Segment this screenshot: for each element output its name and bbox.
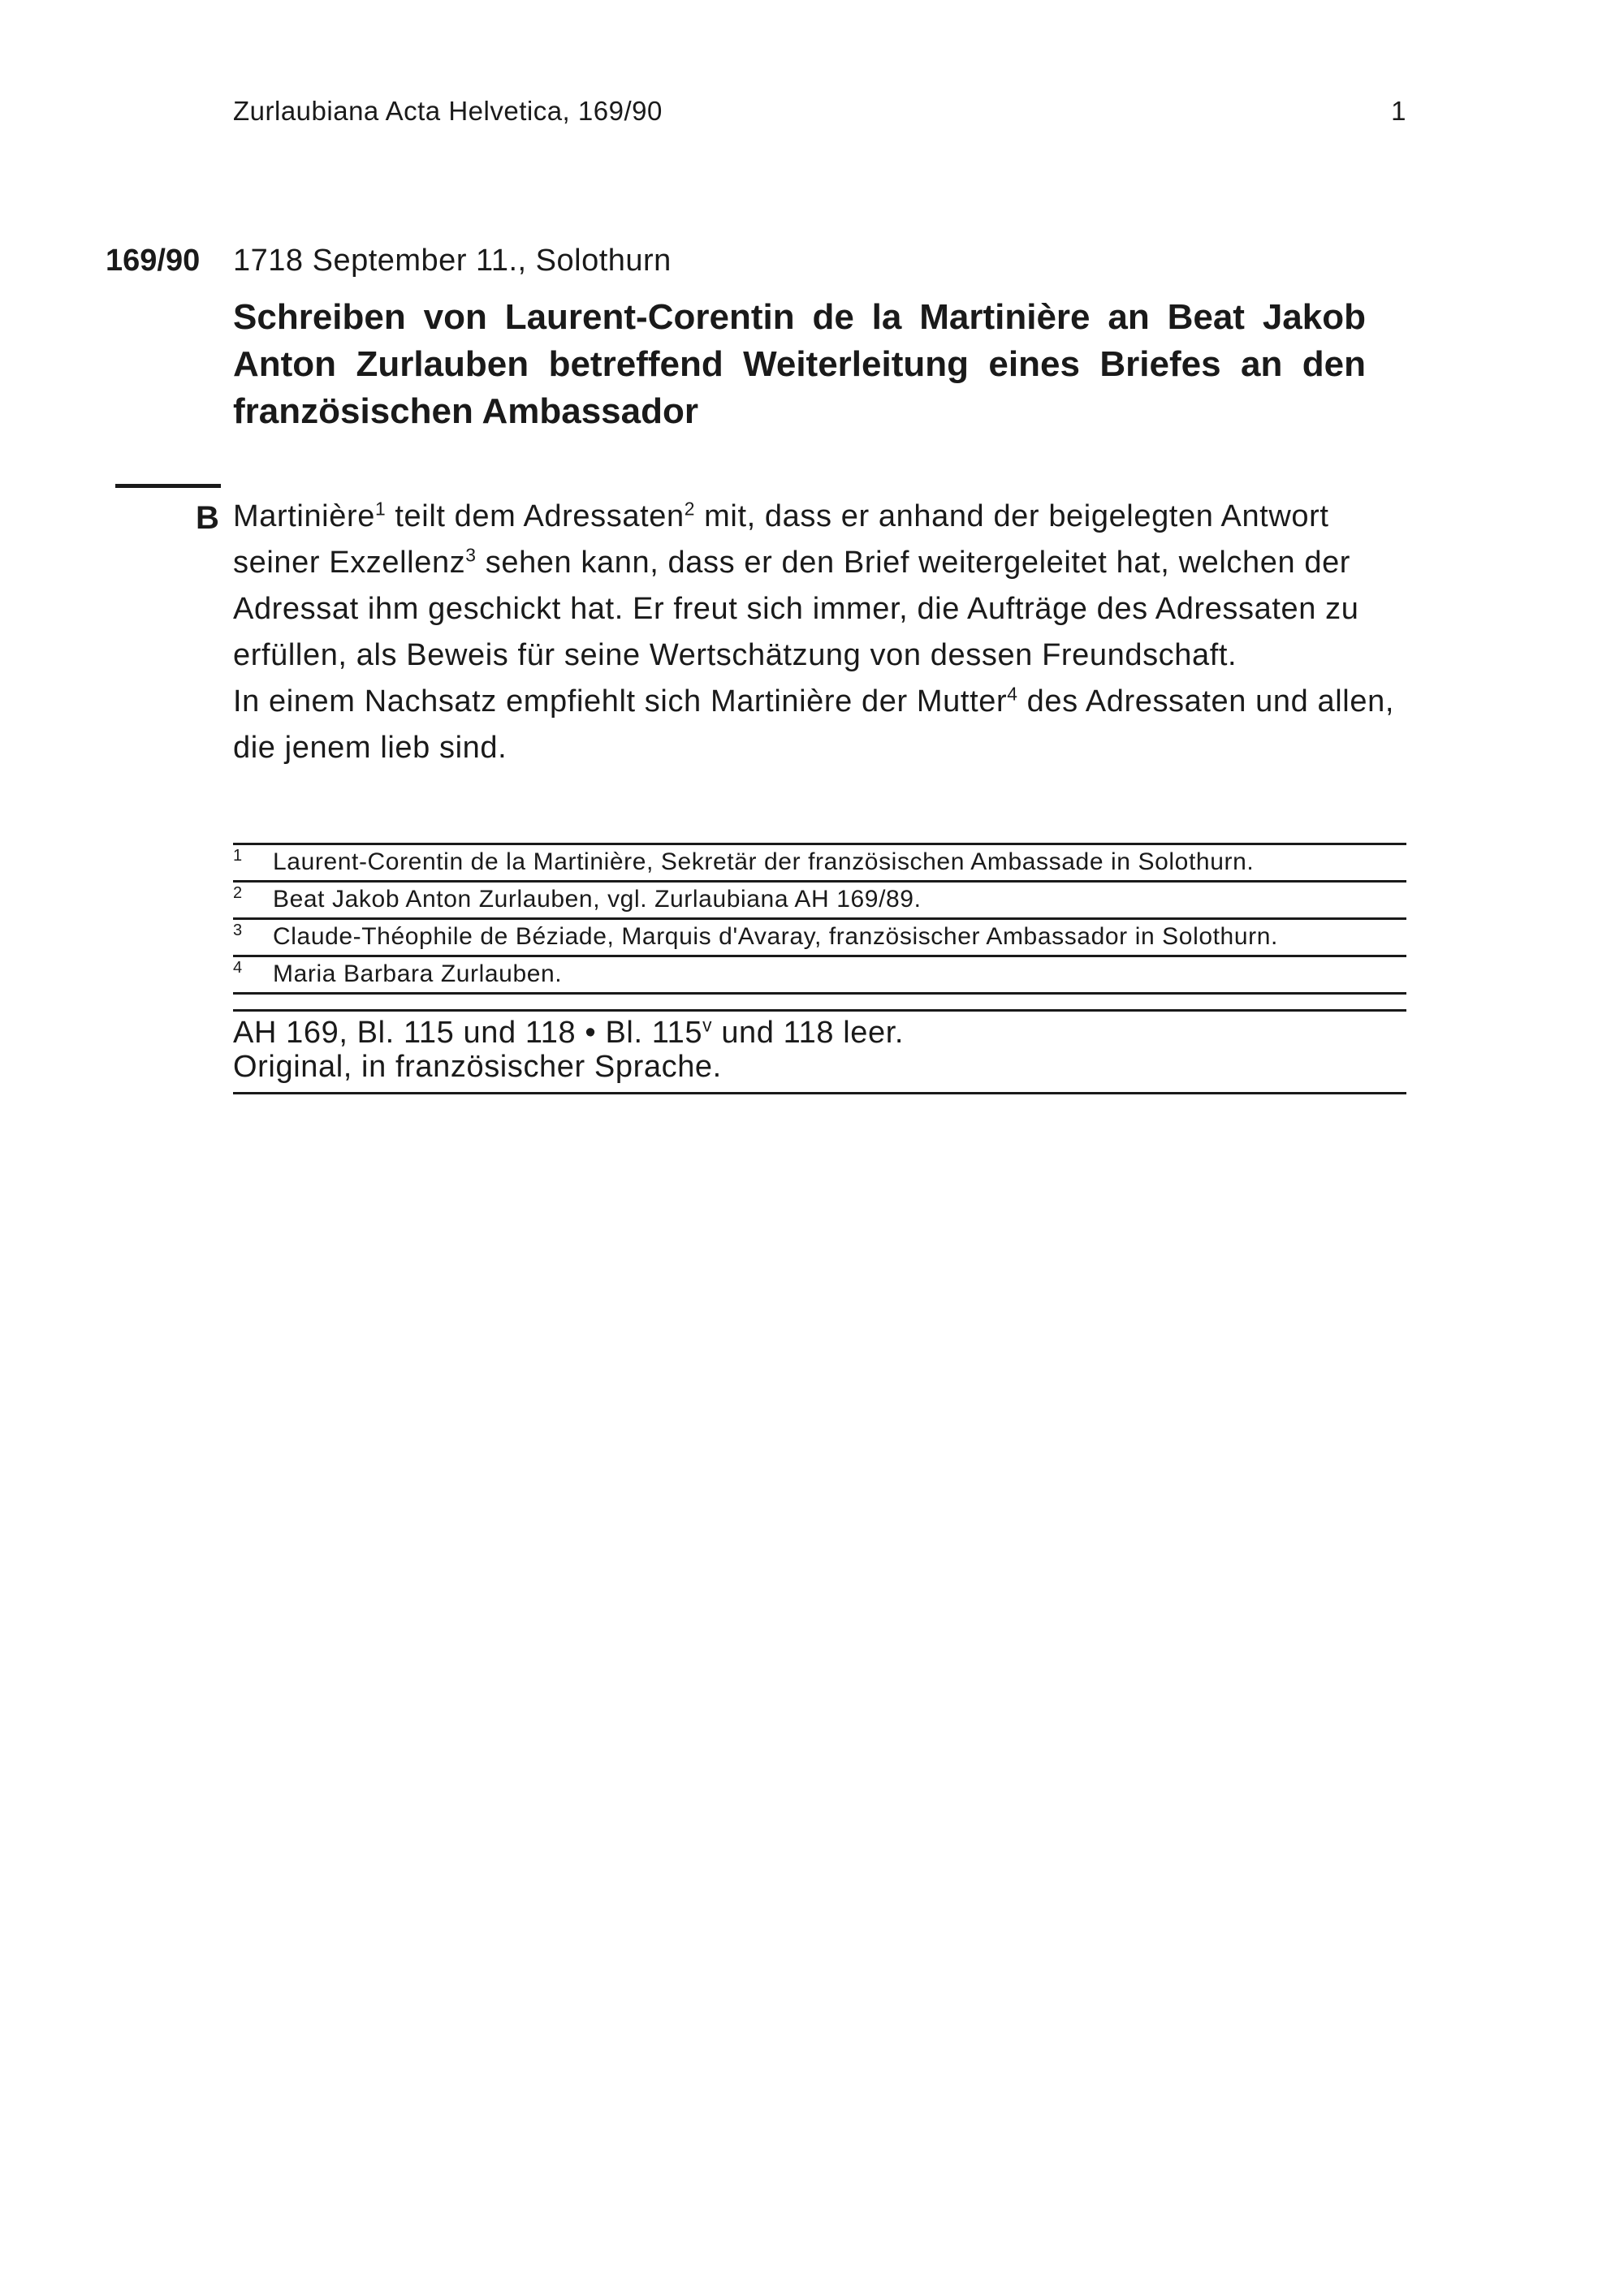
footnote-text: Beat Jakob Anton Zurlauben, vgl. Zurlaubiana AH 169/89. bbox=[273, 886, 922, 913]
footnote bbox=[233, 957, 1406, 995]
source-line-2: Original, in französischer Sprache. bbox=[233, 1050, 722, 1084]
footnote-number: 2 bbox=[233, 884, 243, 902]
footnote bbox=[233, 883, 1406, 920]
footnote-ref-4[interactable]: 4 bbox=[1007, 683, 1018, 705]
footnote bbox=[233, 845, 1406, 883]
footnote-number: 1 bbox=[233, 847, 243, 865]
running-title: Zurlaubiana Acta Helvetica, 169/90 bbox=[233, 96, 663, 126]
footnote-text: Laurent-Corentin de la Martinière, Sekretär der französischen Ambassade in Solothurn. bbox=[273, 848, 1255, 875]
footnotes bbox=[233, 843, 1406, 995]
running-head bbox=[233, 96, 1406, 127]
footnote-ref-1[interactable]: 1 bbox=[374, 498, 387, 520]
abstract bbox=[233, 494, 1419, 771]
footnote-number: 3 bbox=[233, 921, 243, 939]
source-line-1: AH 169, Bl. 115 und 118 • Bl. 115$^v$ und 118 leer. bbox=[233, 1014, 905, 1050]
page-number: 1 bbox=[1391, 96, 1406, 126]
document-number: 169/90 bbox=[106, 244, 201, 278]
footnote-text: Claude-Théophile de Béziade, Marquis d'Avaray, französischer Ambassador in Solothurn. bbox=[273, 923, 1278, 950]
margin-rule bbox=[115, 484, 221, 488]
abstract-paragraph-2: In einem Nachsatz empfiehlt sich Martinière der Mutter$^4$ des Adressaten und allen, die jenem lieb sind. bbox=[233, 683, 1394, 765]
footnote-ref-3[interactable]: 3 bbox=[465, 544, 477, 566]
footnote-ref-2[interactable]: 2 bbox=[684, 498, 695, 520]
footnote-text: Maria Barbara Zurlauben. bbox=[273, 960, 563, 987]
footnote bbox=[233, 920, 1406, 957]
abstract-paragraph-1: Martinière$^1$ teilt dem Adressaten$^2$ mit, dass er anhand der beigelegten Antwort seiner Exzellenz$^3$ sehen kann, dass er den Brief weitergeleitet hat, welchen der Adressat ihm geschickt hat. Er freut sich immer, die Aufträge des Adressaten zu erfüllen, als Beweis für seine Wertschätzung von dessen Freundschaft. bbox=[233, 498, 1359, 672]
section-letter: B bbox=[196, 500, 219, 536]
source-note bbox=[233, 1009, 1406, 1094]
document-title: Schreiben von Laurent-Corentin de la Martinière an Beat Jakob Anton Zurlauben betreffend Weiterleitung eines Briefes an den französischen Ambassador bbox=[233, 297, 1366, 431]
footnote-number: 4 bbox=[233, 959, 243, 977]
document-date-place: 1718 September 11., Solothurn bbox=[233, 244, 672, 278]
